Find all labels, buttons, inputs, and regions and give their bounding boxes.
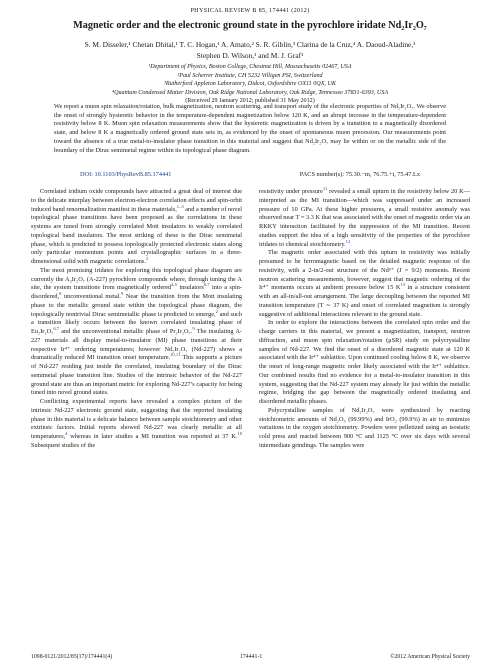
affiliation-3: ³Rutherford Appleton Laboratory, Didcot, Oxfordshire OX11 0QX, UK — [164, 81, 336, 88]
citation-link[interactable]: 4 — [65, 430, 68, 436]
affiliations — [20, 63, 480, 106]
abstract: We report a muon spin relaxation/rotation, bulk magnetization, neutron scattering, and transport study of the electronic properties of Nd₂Ir₂O₇. We observe the onset of strongly hysteretic behavior in the temperature-dependent magnetization below 120 K, and an abrupt increase in the temperature-dependent resistivity below 8 K. Muon spin relaxation measurements show that the hysteretic magnetization is driven by a transition to a magnetically disordered state, and below 8 K a magnetically ordered ground state sets in, as evidenced by the onset of spontaneous muon precession. Our measurements point toward the absence of a true metal-to-insulator phase transition in this material and suggest that Nd₂Ir₂O₇ may lie within or on the metallic side of the boundary of the Dirac semimetal regime within its topological phase diagram. — [54, 103, 446, 154]
footer-code: 1098-0121/2012/85(17)/174441(4) — [31, 654, 113, 660]
paragraph: In order to explore the interactions between the correlated spin order and the charge carriers in this material, we present a magnetization, transport, neutron diffraction, and muon spin relaxation/rotation (μSR) study on polycrystalline samples of Nd-227. We find the onset of a disordered magnetic state at 120 K associated with the Ir⁴⁺ sublattice. Upon continued cooling below 8 K, we observe the onset of long-range magnetic order likely associated with the Ir⁴⁺ sublattice. Our combined results find no evidence for a metal-to-insulator transition in this system, suggesting that the Nd-227 system may already lie just within the metallic regime, bridging the gap between the magnetically ordered insulating and disordered metallic phases. — [259, 319, 470, 405]
citation-link[interactable]: 6,7 — [53, 325, 60, 331]
citation-link[interactable]: 1–3 — [176, 203, 184, 209]
paragraph: Correlated iridium oxide compounds have attracted a great deal of interest due to the delicate interplay between electron-electron correlation effects and spin-orbit induced band renormalization manifest in these materials,$^{1-3}$ and a number of novel topological phase transitions have been proposed as the correlations in these systems are tuned from strongly correlated Mott insulators to weakly correlated topological band insulators. The most striking of these is the Dirac semimetal phase, which is predicted to possess topologically protected electronic states along only particular momentum points and crystallographic surfaces in a three-dimensional solid with magnetic correlations.$^2$ — [31, 188, 242, 265]
citation-link[interactable]: 2 — [145, 255, 149, 261]
running-head: PHYSICAL REVIEW B 85, 174441 (2012) — [190, 7, 310, 14]
citation-link[interactable]: 9 — [120, 290, 124, 296]
citation-link[interactable]: 10,11 — [170, 352, 181, 358]
citation-link[interactable]: 11 — [322, 185, 328, 191]
citation-link[interactable]: 13 — [400, 282, 406, 288]
author-line-2: Stephen D. Wilson,¹ and M. J. Graf¹ — [196, 50, 304, 60]
page-footer — [31, 654, 470, 660]
copyright: ©2012 American Physical Society — [390, 654, 470, 660]
citation-link[interactable]: 8 — [59, 290, 62, 296]
paragraph: The magnetic order associated with this upturn in resistivity was initially presumed to be ferromagnetic based on the detailed magnetic response of the resistivity, with a 2-in/2-out structure of the Nd³⁺ (J = 9/2) moments. Recent neutron scattering measurements, however, suggest that magnetic ordering of the Ir⁴⁺ moments occurs at ambient pressure below 15 $K^{13}$ in a structure consistent with an all-in/all-out arrangement. The large decoupling between the reported MI transition temperature (T ∼ 37 K) and onset of correlated magnetism is strongly suggestive of additional interactions relevant to the ground state. — [259, 249, 470, 318]
article-meta — [80, 171, 420, 178]
citation-link[interactable]: 6,7 — [203, 282, 210, 288]
affiliation-2: ²Paul Scherrer Institute, CH 5232 Villigen PSI, Switzerland — [177, 72, 323, 79]
pacs-numbers: PACS number(s): 75.30.−m, 76.75.+i, 75.47.Lx — [299, 171, 420, 178]
doi-link[interactable]: DOI: 10.1103/PhysRevB.85.174441 — [80, 171, 172, 178]
author-line-1: S. M. Disseler,¹ Chetan Dhital,¹ T. C. Hogan,¹ A. Amato,² S. R. Giblin,³ Clarina de la Cruz,⁴ A. Daoud-Aladine,³ — [84, 40, 416, 49]
author-list — [30, 40, 470, 61]
citation-link[interactable]: 12 — [345, 238, 351, 244]
paragraph: resistivity under pressure$^{11}$ revealed a small upturn in the resistivity below 20 K—interpreted as the MI transition—which was suppressed under an increased pressure of 10 GPa. At these higher pressures, a small resistive anomaly was observed near T = 3.3 K that was associated with the onset of magnetic order via an RKKY interaction facilitated by the suppression of the MI transition. Recent studies support the idea of a high sensitivity of the properties of the pyrochlore iridates to chemical stoichiometry.$^{12}$ — [259, 185, 470, 248]
paper-title: Magnetic order and the electronic ground state in the pyrochlore iridate Nd₂Ir₂O₇ — [73, 20, 427, 31]
page-number: 174441-1 — [240, 654, 263, 660]
citation-link[interactable]: 4,5 — [171, 282, 177, 288]
body-column-left — [31, 188, 242, 451]
paragraph: The most promising iridates for exploring this topological phase diagram are currently the A₂Ir₂O₇ (A-227) pyrochlore compounds where, through tuning the A site, the system transitions from magnetically ordered$^{4,5}$ insulators$^{6,7}$ into a spin-disordered,$^8$ unconventional metal.$^9$ Near the transition from the Mott insulating phase to the metallic ground state within the topological phase diagram, the topologically nontrivial Dirac semimetallic phase is predicted to emerge,$^2$ and such a transition likely occurs between the known correlated insulating phase of Eu₂Ir₂O₇$^{6,7}$ and the unconventional metallic phase of Pr₂Ir₂O₇.$^9$ The insulating A-227 materials all display metal-to-insulator (MI) phase transitions at their respective Ir⁴⁺ ordering temperatures; however Nd₂Ir₂O₇ (Nd-227) shows a dramatically reduced MI transition onset temperature.$^{10,11}$ This supports a picture of Nd-227 residing just inside the correlated, insulating boundary of the Dirac semimetal phase transition line. Studies of the intrinsic behavior of the Nd-227 ground state are thus an important metric for exploring Nd-227’s capacity for being tuned into novel ground states. — [31, 266, 243, 397]
body-column-right — [259, 185, 470, 451]
affiliation-1: ¹Department of Physics, Boston College, Chestnut Hill, Massachusetts 02467, USA — [148, 64, 352, 70]
citation-link[interactable]: 9 — [192, 325, 195, 331]
citation-link[interactable]: 2 — [215, 308, 218, 314]
paragraph: Polycrystalline samples of Nd₂Ir₂O₇ were synthesized by reacting stoichiometric amounts of Nd₂O₃ (99.99%) and IrO₂ (99.9%) in air to minimize variations in the oxygen stoichiometry. Powders were pelletized using an isostatic cold press and reacted between 900 °C and 1125 °C over six days with several intermediate grindings. The samples were — [259, 406, 470, 449]
citation-link[interactable]: 10 — [237, 430, 242, 436]
affiliation-4: ⁴Quantum Condensed Matter Division, Oak Ridge National Laboratory, Oak Ridge, Tennessee 37831-6393, USA — [111, 89, 389, 96]
paragraph: Conflicting experimental reports have revealed a complex picture of the intrinsic Nd-227 electronic ground state, suggesting that the reported insulating phase in this material is a delicate balance between sample stoichiometry and other extrinsic factors. Initial reports showed Nd-227 was clearly metallic at all temperatures,$^4$ whereas in later studies a MI transition was reported at 37 K.$^{10}$ Subsequent studies of the — [31, 398, 242, 449]
received-date: (Received 29 January 2012; published 31 May 2012) — [185, 98, 315, 105]
